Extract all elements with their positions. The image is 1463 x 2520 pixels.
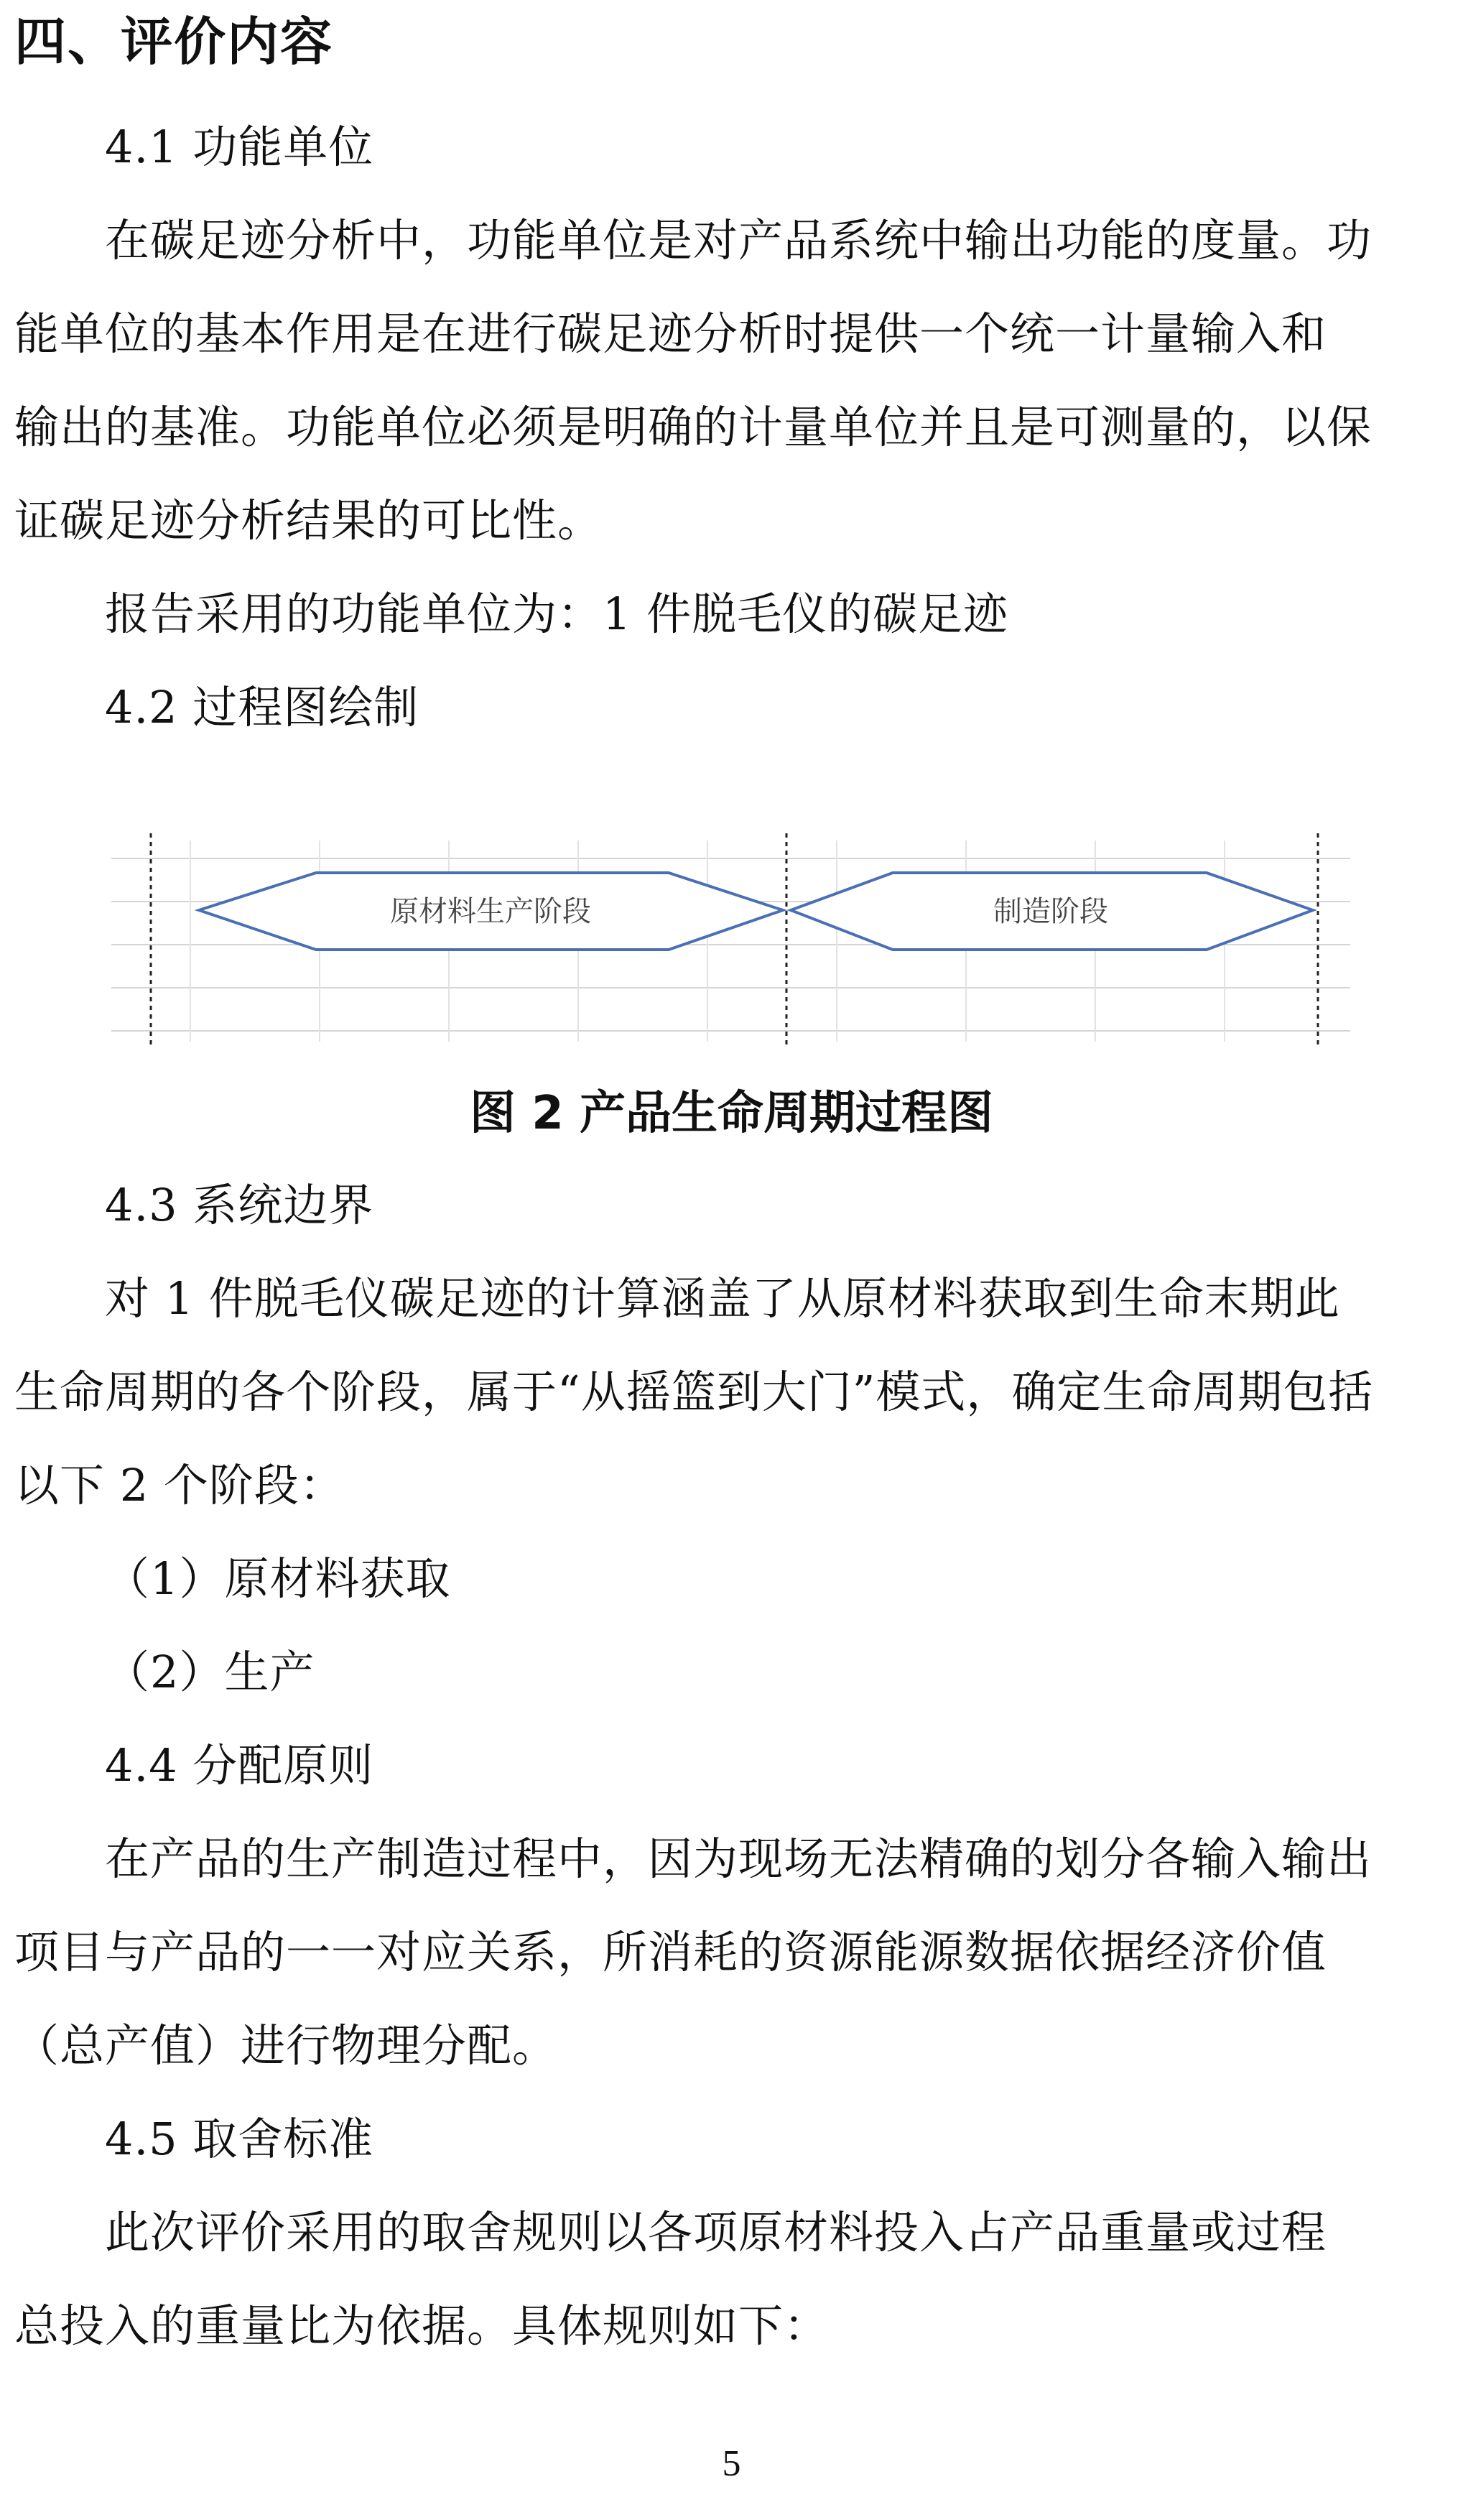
paragraph-line: 项目与产品的一一对应关系，所消耗的资源能源数据依据经济价值 <box>14 1926 1327 1978</box>
paragraph-line: 在产品的生产制造过程中，因为现场无法精确的划分各输入输出 <box>105 1833 1373 1885</box>
subsection-title-4-4: 4.4 分配原则 <box>105 1739 374 1792</box>
subsection-title-4-2: 4.2 过程图绘制 <box>105 681 419 733</box>
manufacturing-stage-label: 制造阶段 <box>993 895 1108 928</box>
paragraph-line: 生命周期的各个阶段，属于“从摇篮到大门”模式，确定生命周期包括 <box>14 1366 1374 1418</box>
paragraph-line: 输出的基准。功能单位必须是明确的计量单位并且是可测量的，以保 <box>14 401 1373 453</box>
life-cycle-process-diagram <box>111 826 1350 1049</box>
subsection-title-4-1: 4.1 功能单位 <box>105 121 374 173</box>
list-item: （1）原材料获取 <box>105 1552 451 1605</box>
page-number: 5 <box>722 2443 741 2484</box>
paragraph-line: 此次评价采用的取舍规则以各项原材料投入占产品重量或过程 <box>105 2206 1327 2259</box>
paragraph-line: 在碳足迹分析中，功能单位是对产品系统中输出功能的度量。功 <box>105 214 1373 267</box>
subsection-title-4-5: 4.5 取舍标准 <box>105 2113 374 2165</box>
list-item: （2）生产 <box>105 1646 315 1698</box>
paragraph-line: 证碳足迹分析结果的可比性。 <box>14 494 603 547</box>
paragraph-line: 能单位的基本作用是在进行碳足迹分析时提供一个统一计量输入和 <box>14 307 1327 360</box>
paragraph-line: 以下 2 个阶段： <box>14 1459 345 1511</box>
paragraph-line: （总产值）进行物理分配。 <box>14 2019 558 2072</box>
figure-caption: 图 2 产品生命周期过程图 <box>469 1087 994 1140</box>
paragraph-line: 对 1 件脱毛仪碳足迹的计算涵盖了从原材料获取到生命末期此 <box>105 1272 1340 1325</box>
paragraph-line: 总投入的重量比为依据。具体规则如下： <box>14 2299 830 2352</box>
subsection-title-4-3: 4.3 系统边界 <box>105 1179 374 1231</box>
raw-material-stage-label: 原材料生产阶段 <box>390 895 591 928</box>
functional-unit-statement: 报告采用的功能单位为：1 件脱毛仪的碳足迹 <box>105 588 1009 640</box>
section-heading: 四、评价内容 <box>14 11 334 72</box>
